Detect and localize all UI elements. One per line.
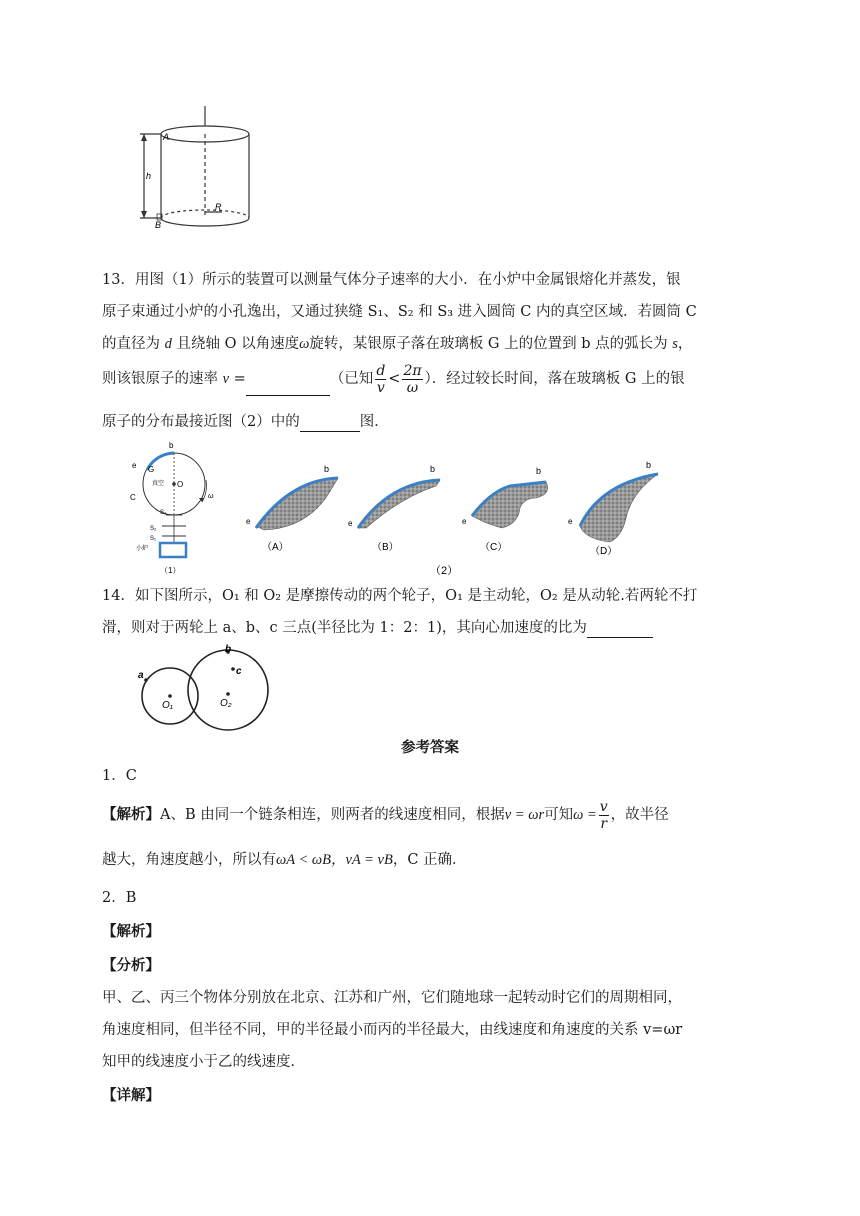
point-a-dot	[144, 678, 148, 682]
figure-2-caption: （2）	[430, 565, 459, 577]
wheel-o2	[188, 650, 268, 730]
panel-b-label-b: b	[430, 464, 436, 474]
fig1-label-furnace: 小炉	[136, 546, 149, 552]
q13-line-2: 原子束通过小炉的小孔逸出，又通过狭缝 S₁、S₂ 和 S₃ 进入圆筒 C 内的真空区域．若圆筒 C	[102, 304, 697, 320]
panel-c-label-e: e	[462, 517, 467, 526]
answer-1-explanation-line-1: 【解析】A、B 由同一个链条相连，则两者的线速度相同，根据v = ωr可知ω = $\frac{v}{r}$ ，故半径	[102, 798, 669, 832]
fig1-label-b: b	[169, 441, 174, 450]
q14-line-2: 滑，则对于两轮上 a、b、c 三点(半径比为 1：2：1)，其向心加速度的比为	[102, 618, 653, 638]
answer-2-jiexi: 【解析】	[102, 923, 160, 940]
q13-line-4: 则该银原子的速率 v = （已知 $\frac{d}{v}$ < $\frac{2\pi}{\omega}$ ）．经过较长时间，落在玻璃板 G 上的银	[102, 362, 685, 396]
wheels-figure	[136, 644, 272, 736]
label-a: a	[138, 670, 144, 681]
apparatus-figure	[130, 440, 220, 580]
panel-a-label-b: b	[324, 464, 330, 474]
fraction-d-over-v: $\frac{d}{v}$	[376, 362, 386, 396]
answer-1-explanation-line-2: 越大，角速度越小，所以有ωA < ωB，vA = vB，C 正确．	[102, 852, 467, 868]
fig1-label-s2: S₂	[150, 526, 157, 532]
fig1-label-c: C	[130, 493, 136, 502]
fig1-label-omega: ω	[208, 493, 214, 500]
fig1-caption: （1）	[160, 566, 181, 575]
answer-2-line-3: 知甲的线速度小于乙的线速度．	[102, 1054, 305, 1070]
answer-blank-speed[interactable]	[246, 381, 330, 396]
label-o1: O₁	[162, 700, 173, 711]
label-r: R	[215, 202, 222, 212]
answers-heading: 参考答案	[401, 739, 459, 756]
label-c: c	[236, 666, 242, 677]
panel-c-label-b: b	[536, 466, 542, 476]
center-o-dot	[172, 482, 176, 486]
point-c-dot	[231, 667, 235, 671]
fig1-label-g: G	[148, 465, 155, 474]
answer-blank-ratio[interactable]	[587, 623, 653, 638]
panel-b-label-e: e	[348, 519, 353, 528]
furnace-box	[160, 543, 186, 557]
cylinder-figure	[130, 104, 260, 234]
panel-d-label-e: e	[568, 517, 573, 526]
panel-c[interactable]	[462, 466, 548, 553]
label-h: h	[146, 171, 152, 181]
answer-2-line-2: 角速度相同，但半径不同，甲的半径最小而丙的半径最大，由线速度和角速度的关系 v=ωr	[102, 1022, 683, 1038]
fig1-label-vacuum: 真空	[152, 481, 165, 487]
fraction-v-over-r: $\frac{v}{r}$	[599, 798, 608, 832]
center-o1-dot	[168, 694, 172, 698]
panel-a[interactable]	[246, 464, 338, 553]
cylinder-bottom-front	[161, 218, 249, 226]
fraction-2pi-over-omega: $\frac{2\pi}{\omega}$	[403, 362, 422, 396]
q13-line-3: 的直径为 d 且绕轴 O 以角速度ω旋转，某银原子落在玻璃板 G 上的位置到 b 点的弧长为 s，	[102, 336, 693, 352]
answer-2-fenxi: 【分析】	[102, 957, 160, 974]
fig1-label-o: O	[177, 480, 184, 489]
panel-a-label-e: e	[246, 517, 251, 526]
fig1-label-e: e	[132, 461, 137, 470]
answer-2: 2．B	[102, 890, 137, 906]
center-o2-dot	[226, 692, 230, 696]
q13-line-1: 13．用图（1）所示的装置可以测量气体分子速率的大小．在小炉中金属银熔化并蒸发，银	[102, 272, 681, 288]
label-b: B	[155, 220, 162, 230]
q14-line-1: 14．如下图所示，O₁ 和 O₂ 是摩擦传动的两个轮子，O₁ 是主动轮，O₂ 是从动轮.若两轮不打	[102, 588, 698, 604]
panel-c-caption: （C）	[480, 542, 508, 553]
answer-2-xiangjie: 【详解】	[102, 1087, 160, 1104]
panel-d-caption: （D）	[590, 546, 618, 557]
panel-d[interactable]	[568, 460, 658, 557]
panel-b[interactable]	[348, 464, 440, 553]
label-a: A	[163, 132, 170, 142]
distribution-figure	[240, 458, 670, 582]
label-o2: O₂	[220, 698, 232, 709]
answer-1: 1．C	[102, 768, 137, 784]
answer-2-line-1: 甲、乙、丙三个物体分别放在北京、江苏和广州，它们随地球一起转动时它们的周期相同，	[102, 990, 682, 1006]
fig1-label-s1: S₁	[150, 536, 157, 542]
panel-d-label-b: b	[646, 460, 652, 470]
q13-line-5: 原子的分布最接近图（2）中的 图．	[102, 414, 389, 430]
answer-blank-figure[interactable]	[300, 417, 360, 432]
panel-b-caption: （B）	[372, 542, 399, 553]
label-b: b	[225, 644, 232, 655]
panel-a-caption: （A）	[262, 542, 289, 553]
fig1-label-s3: S₃	[160, 510, 167, 516]
